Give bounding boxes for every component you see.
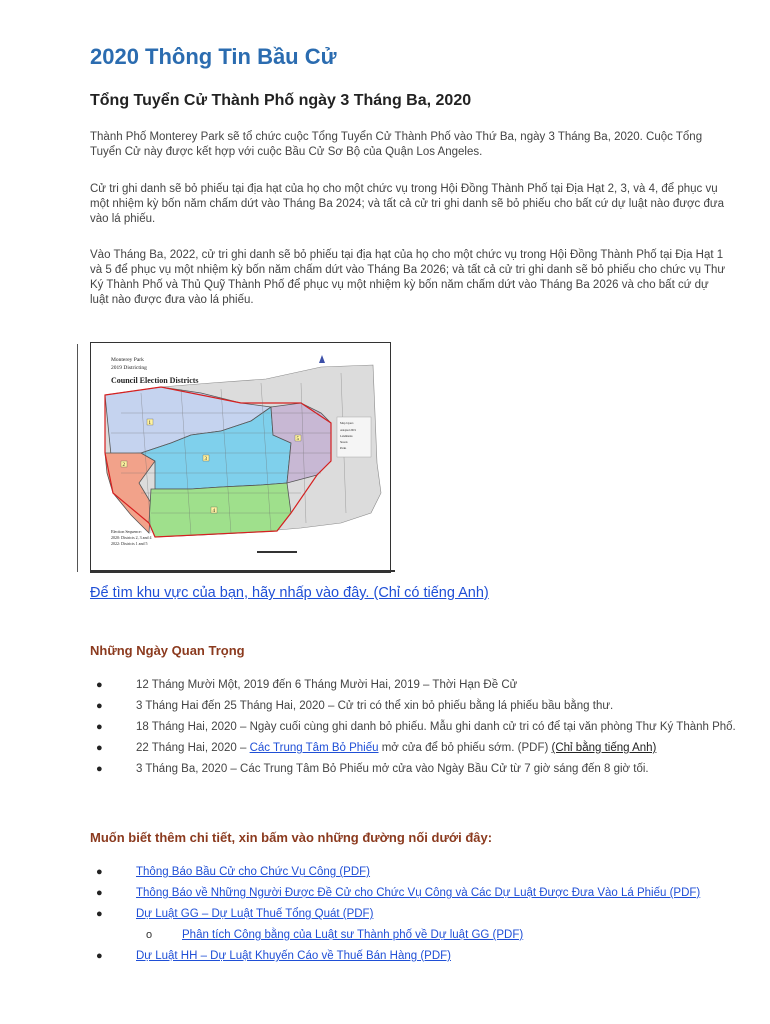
- map-legend-item: Parks: [340, 447, 347, 450]
- map-heading-main: Council Election Districts: [111, 376, 199, 385]
- district-label: 2: [122, 463, 125, 468]
- map-heading-line2: 2019 Districting: [111, 365, 147, 371]
- bullet-icon: ●: [96, 763, 103, 775]
- list-item: [90, 907, 740, 922]
- bullet-icon: ●: [96, 908, 103, 920]
- measure-gg-link[interactable]: Dự Luật GG – Dự Luật Thuế Tổng Quát (PDF): [136, 908, 374, 920]
- district-label: 5: [296, 437, 299, 442]
- district-label: 1: [148, 421, 151, 426]
- list-item: [90, 886, 740, 901]
- more-info-title: Muốn biết thêm chi tiết, xin bấm vào những đường nối dưới đây:: [90, 830, 493, 845]
- measure-hh-link[interactable]: Dự Luật HH – Dự Luật Khuyến Cáo về Thuế Bán Hàng (PDF): [136, 950, 451, 962]
- map-sequence-line2: 2022: Districts 1 and 5: [111, 541, 148, 546]
- district-label: 3: [204, 457, 207, 462]
- map-legend-item: Adopted 2019: [340, 429, 356, 432]
- list-item: [90, 678, 740, 693]
- page-subtitle: Tổng Tuyển Cử Thành Phố ngày 3 Tháng Ba, 2020: [90, 92, 472, 109]
- vote-centers-link[interactable]: Các Trung Tâm Bỏ Phiếu: [249, 742, 379, 754]
- map-legend-item: Landmarks: [340, 435, 353, 438]
- date-item-middle: mở cửa để bỏ phiếu sớm. (PDF): [378, 742, 552, 754]
- page-title: 2020 Thông Tin Bầu Cử: [90, 44, 337, 69]
- election-notice-link[interactable]: Thông Báo Bầu Cử cho Chức Vụ Công (PDF): [136, 866, 371, 878]
- date-item-text: 12 Tháng Mười Một, 2019 đến 6 Tháng Mười Hai, 2019 – Thời Hạn Đề Cử: [136, 679, 518, 691]
- measure-gg-analysis-link[interactable]: Phân tích Công bằng của Luật sư Thành phố về Dự luật GG (PDF): [182, 929, 524, 941]
- important-dates-title: Những Ngày Quan Trọng: [90, 643, 245, 658]
- map-legend-title: Map layers: [340, 421, 354, 425]
- date-item-text: 3 Tháng Ba, 2020 – Các Trung Tâm Bỏ Phiếu mở cửa vào Ngày Bầu Cử từ 7 giờ sáng đến 8 giờ tối.: [136, 763, 649, 775]
- bullet-icon: ●: [96, 721, 103, 733]
- intro-paragraph-3: Vào Tháng Ba, 2022, cử tri ghi danh sẽ bỏ phiếu tại địa hạt của họ cho một chức vụ trong Hội Đồng Thành Phố tại Địa Hạt 1 và 5 để phục vụ một nhiệm kỳ bốn năm chấm dứt vào Tháng Ba 2026; và tất cả cử tri ghi danh sẽ bỏ phiếu cho chức vụ Thư Ký Thành Phố và Thủ Quỹ Thành Phố để phục vụ một nhiệm kỳ bốn năm chấm dứt vào Tháng Ba 2026 và cho bất cứ dự luật nào được đưa vào lá phiếu.: [90, 249, 726, 306]
- council-districts-map[interactable]: [90, 342, 391, 573]
- important-dates-list: [90, 678, 740, 783]
- bullet-icon: ●: [96, 742, 103, 754]
- circle-bullet-icon: o: [146, 929, 153, 941]
- list-item: [90, 762, 740, 777]
- map-heading-line1: Monterey Park: [111, 357, 144, 363]
- scale-bar: [257, 551, 297, 553]
- date-item-text: 3 Tháng Hai đến 25 Tháng Hai, 2020 – Cử tri có thể xin bỏ phiếu bằng lá phiếu bầu bằng thư.: [136, 700, 614, 712]
- find-district-link[interactable]: Để tìm khu vực của bạn, hãy nhấp vào đây. (Chỉ có tiếng Anh): [90, 585, 489, 601]
- list-item: [90, 720, 740, 735]
- left-rule: [77, 344, 78, 572]
- english-only-link[interactable]: (Chỉ bằng tiếng Anh): [551, 742, 657, 754]
- more-info-links-list: [90, 865, 740, 970]
- list-item: [90, 865, 740, 880]
- map-underline: [90, 570, 395, 572]
- date-item-prefix: 22 Tháng Hai, 2020 –: [136, 742, 250, 754]
- list-item: [90, 741, 740, 756]
- nominees-notice-link[interactable]: Thông Báo về Những Người Được Đề Cử cho Chức Vụ Công và Các Dự Luật Được Đưa Vào Lá Phiếu (PDF): [136, 887, 701, 899]
- bullet-icon: ●: [96, 700, 103, 712]
- bullet-icon: ●: [96, 679, 103, 691]
- list-item: [90, 949, 740, 964]
- date-item-text: 18 Tháng Hai, 2020 – Ngày cuối cùng ghi danh bỏ phiếu. Mẫu ghi danh cử tri có để tại văn phòng Thư Ký Thành Phố.: [136, 721, 736, 733]
- district-map-svg: [91, 343, 390, 572]
- list-item: [90, 699, 740, 714]
- bullet-icon: ●: [96, 950, 103, 962]
- bullet-icon: ●: [96, 887, 103, 899]
- district-label: 4: [212, 509, 215, 514]
- map-legend-item: Streets: [340, 441, 348, 444]
- map-sequence-line1: 2020: Districts 2, 3 and 4: [111, 535, 152, 540]
- intro-paragraph-2: Cử tri ghi danh sẽ bỏ phiếu tại địa hạt của họ cho một chức vụ trong Hội Đồng Thành Phố tại Địa Hạt 2, 3, và 4, để phục vụ một nhiệm kỳ bốn năm chấm dứt vào Tháng Ba 2024; và tất cả cử tri ghi danh sẽ bỏ phiếu cho bất cứ dự luật nào được đưa vào lá phiếu.: [90, 183, 724, 225]
- map-sequence-title: Election Sequence:: [111, 529, 142, 534]
- intro-paragraph-1: Thành Phố Monterey Park sẽ tổ chức cuộc Tổng Tuyển Cử Thành Phố vào Thứ Ba, ngày 3 Tháng Ba, 2020. Cuộc Tổng Tuyển Cử này được kết hợp với cuộc Bầu Cử Sơ Bộ của Quận Los Angeles.: [90, 131, 703, 158]
- bullet-icon: ●: [96, 866, 103, 878]
- sub-list-item: [90, 928, 740, 943]
